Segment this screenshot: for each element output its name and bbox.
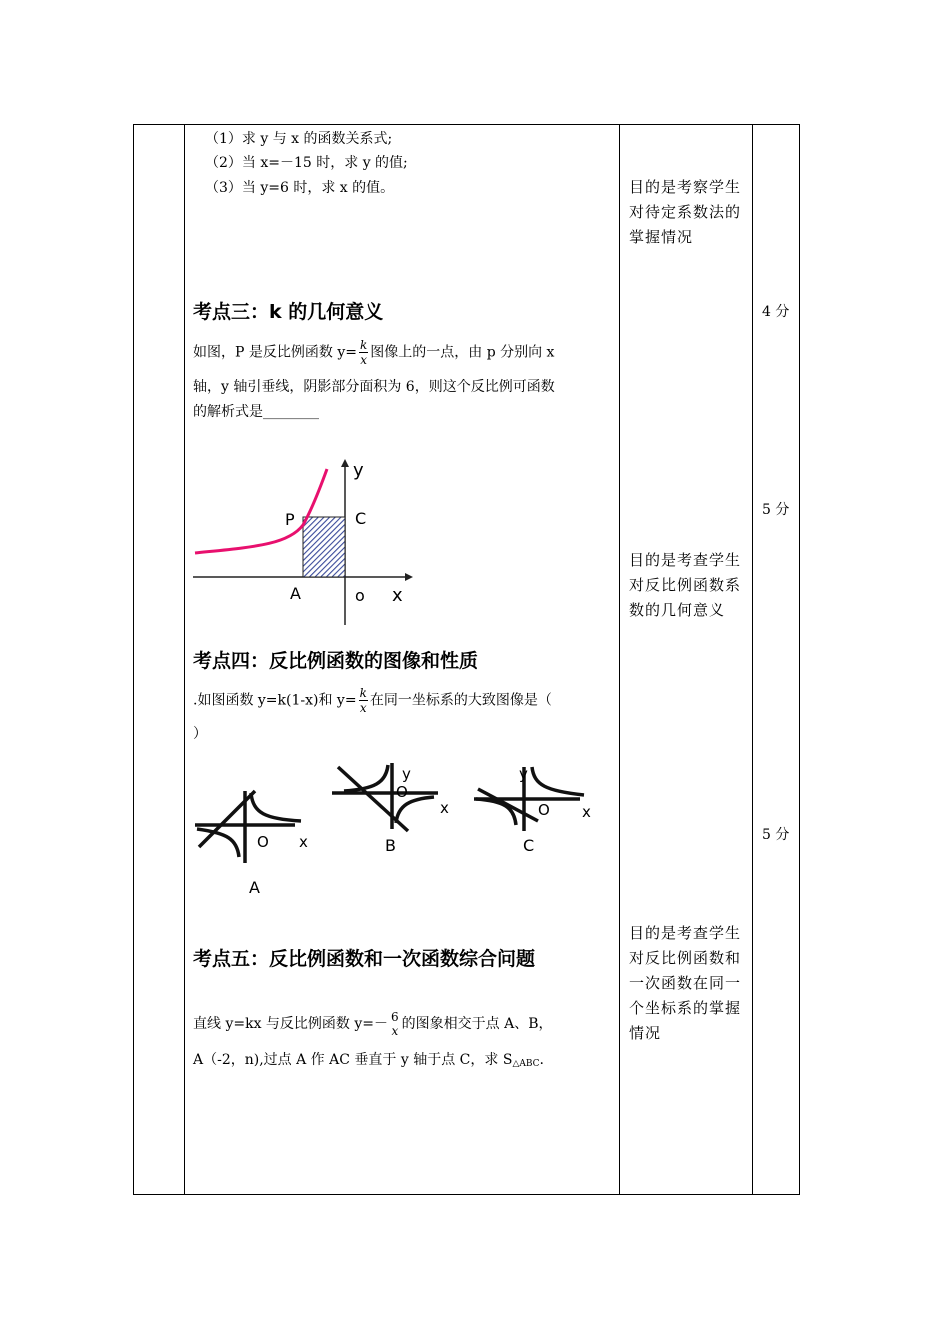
graph-c-y: y bbox=[519, 765, 528, 783]
question-part-1: （1）求 y 与 x 的函数关系式; bbox=[205, 131, 393, 147]
note-undetermined-coefficients: 目的是考察学生对待定系数法的掌握情况 bbox=[629, 178, 742, 246]
section-4-line-1: .如图函数 y=k(1-x)和 y= $\frac{k}{x}$ 在同一坐标系的大致图像是（ bbox=[193, 686, 552, 715]
fraction-k-over-x: $\frac{k}{x}$ bbox=[359, 338, 368, 367]
graph-c-x: x bbox=[582, 803, 591, 821]
graph-a-label: A bbox=[249, 878, 260, 895]
graph-a-origin: O bbox=[257, 833, 269, 851]
column-divider bbox=[184, 124, 185, 1195]
question-part-2: （2）当 x=－15 时，求 y 的值; bbox=[205, 155, 408, 171]
graph-option-c bbox=[472, 761, 602, 857]
section-5-heading: 考点五：反比例函数和一次函数综合问题 bbox=[193, 948, 536, 970]
column-divider bbox=[752, 124, 753, 1195]
section-3-line-2: 轴，y 轴引垂线，阴影部分面积为 6，则这个反比例可函数 bbox=[193, 379, 555, 395]
section-4-line-2: ） bbox=[193, 726, 207, 742]
hyperbola-area-figure bbox=[193, 455, 418, 630]
fraction-6-over-x: 6 x bbox=[391, 1010, 399, 1038]
graph-a-x: x bbox=[299, 833, 308, 851]
graph-option-b bbox=[330, 757, 455, 857]
section-5-line-2: A（-2，n),过点 A 作 AC 垂直于 y 轴于点 C，求 $S_{\triangle ABC}$. bbox=[193, 1052, 544, 1069]
graph-b-y: y bbox=[402, 765, 411, 783]
graph-c-label: C bbox=[523, 836, 535, 855]
section-5-line-1: 直线 y=kx 与反比例函数 y=－ 6 x 的图象相交于点 A、B， bbox=[193, 1010, 553, 1038]
note-combined-functions: 目的是考查学生对反比例函数和一次函数在同一个坐标系的掌握情况 bbox=[629, 924, 742, 1042]
graph-option-a bbox=[193, 783, 318, 895]
section-3-heading: 考点三：k 的几何意义 bbox=[193, 301, 384, 323]
fig-label-x: x bbox=[392, 585, 403, 606]
fig-label-c: C bbox=[355, 509, 367, 528]
note-k-geometry: 目的是考查学生对反比例函数系数的几何意义 bbox=[629, 551, 742, 619]
question-part-3: （3）当 y=6 时，求 x 的值。 bbox=[205, 180, 395, 196]
fig-label-y: y bbox=[353, 460, 364, 481]
graph-b-x: x bbox=[440, 799, 449, 817]
score-section-3: 4 分 bbox=[762, 304, 790, 320]
shaded-rectangle bbox=[303, 517, 345, 577]
fig-label-o: o bbox=[355, 586, 365, 605]
section-4-heading: 考点四：反比例函数的图像和性质 bbox=[193, 650, 479, 672]
graph-b-label: B bbox=[385, 836, 396, 855]
score-section-5: 5 分 bbox=[762, 827, 790, 843]
fig-label-a: A bbox=[290, 584, 301, 603]
graph-c-origin: O bbox=[538, 801, 550, 819]
section-3-line-3: 的解析式是________ bbox=[193, 404, 319, 420]
column-divider bbox=[619, 124, 620, 1195]
fig-label-p: P bbox=[285, 510, 295, 529]
score-section-4: 5 分 bbox=[762, 502, 790, 518]
section-3-line-1: 如图，P 是反比例函数 y= $\frac{k}{x}$ 图像上的一点，由 p 分别向 x bbox=[193, 338, 555, 367]
fraction-k-over-x: $\frac{k}{x}$ bbox=[359, 686, 367, 715]
graph-b-origin: O bbox=[396, 783, 408, 801]
